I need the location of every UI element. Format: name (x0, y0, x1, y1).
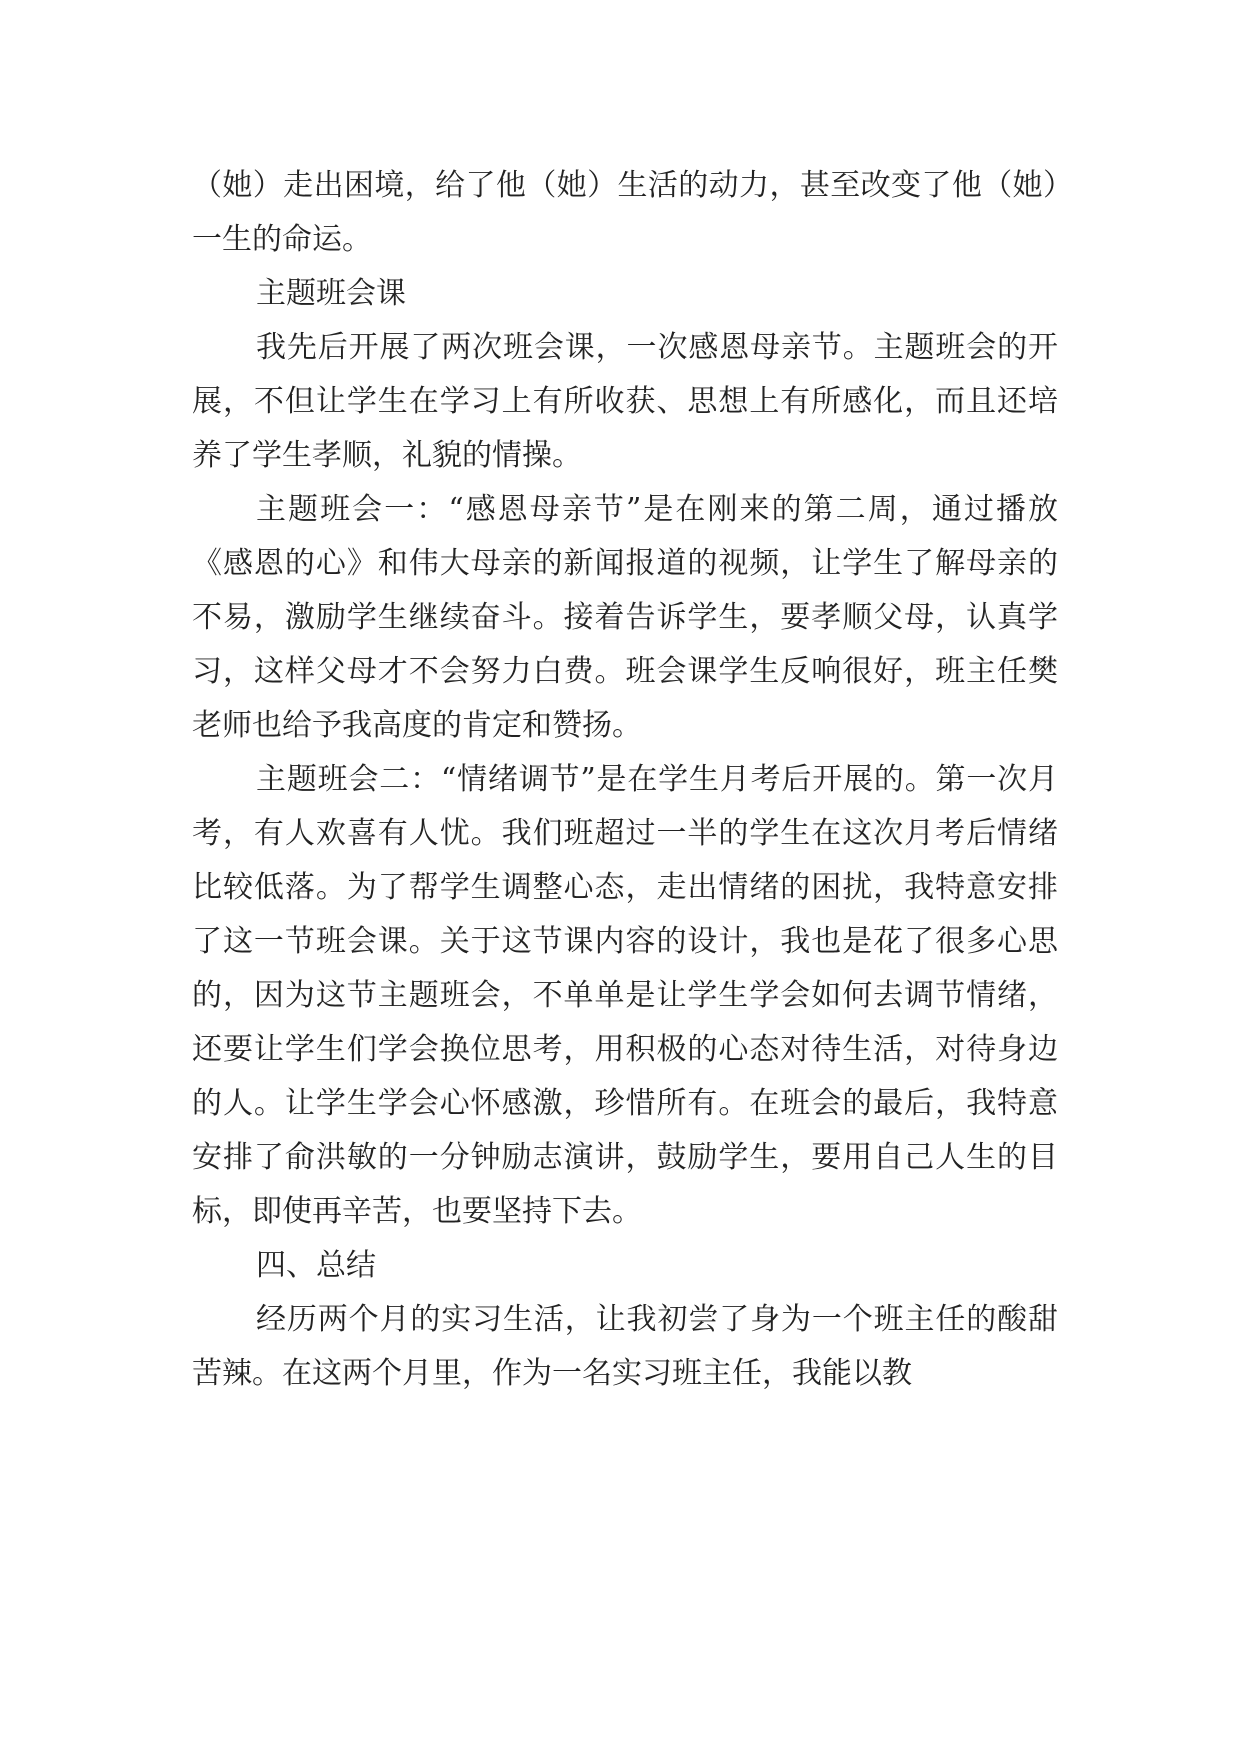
paragraph-class-meetings-intro: 我先后开展了两次班会课，一次感恩母亲节。主题班会的开展，不但让学生在学习上有所收获、思想上有所感化，而且还培养了学生孝顺，礼貌的情操。 (192, 330, 1058, 473)
document-body (192, 159, 1058, 1401)
section-heading-summary: 四、总结 (256, 1248, 376, 1283)
paragraph-meeting-one: 主题班会一：“感恩母亲节”是在刚来的第二周，通过播放《感恩的心》和伟大母亲的新闻报道的视频，让学生了解母亲的不易，激励学生继续奋斗。接着告诉学生，要孝顺父母，认真学习，这样父母才不会努力白费。班会课学生反响很好，班主任樊老师也给予我高度的肯定和赞扬。 (192, 492, 1058, 743)
paragraph-continuation: （她）走出困境，给了他（她）生活的动力，甚至改变了他（她）一生的命运。 (192, 168, 1058, 257)
paragraph-summary: 经历两个月的实习生活，让我初尝了身为一个班主任的酸甜苦辣。在这两个月里，作为一名实习班主任，我能以教 (192, 1302, 1058, 1391)
paragraph-meeting-two: 主题班会二：“情绪调节”是在学生月考后开展的。第一次月考，有人欢喜有人忧。我们班超过一半的学生在这次月考后情绪比较低落。为了帮学生调整心态，走出情绪的困扰，我特意安排了这一节班会课。关于这节课内容的设计，我也是花了很多心思的，因为这节主题班会，不单单是让学生学会如何去调节情绪，还要让学生们学会换位思考，用积极的心态对待生活，对待身边的人。让学生学会心怀感激，珍惜所有。在班会的最后，我特意安排了俞洪敏的一分钟励志演讲，鼓励学生，要用自己人生的目标，即使再辛苦，也要坚持下去。 (192, 762, 1058, 1229)
section-heading-class-meeting: 主题班会课 (256, 276, 406, 311)
